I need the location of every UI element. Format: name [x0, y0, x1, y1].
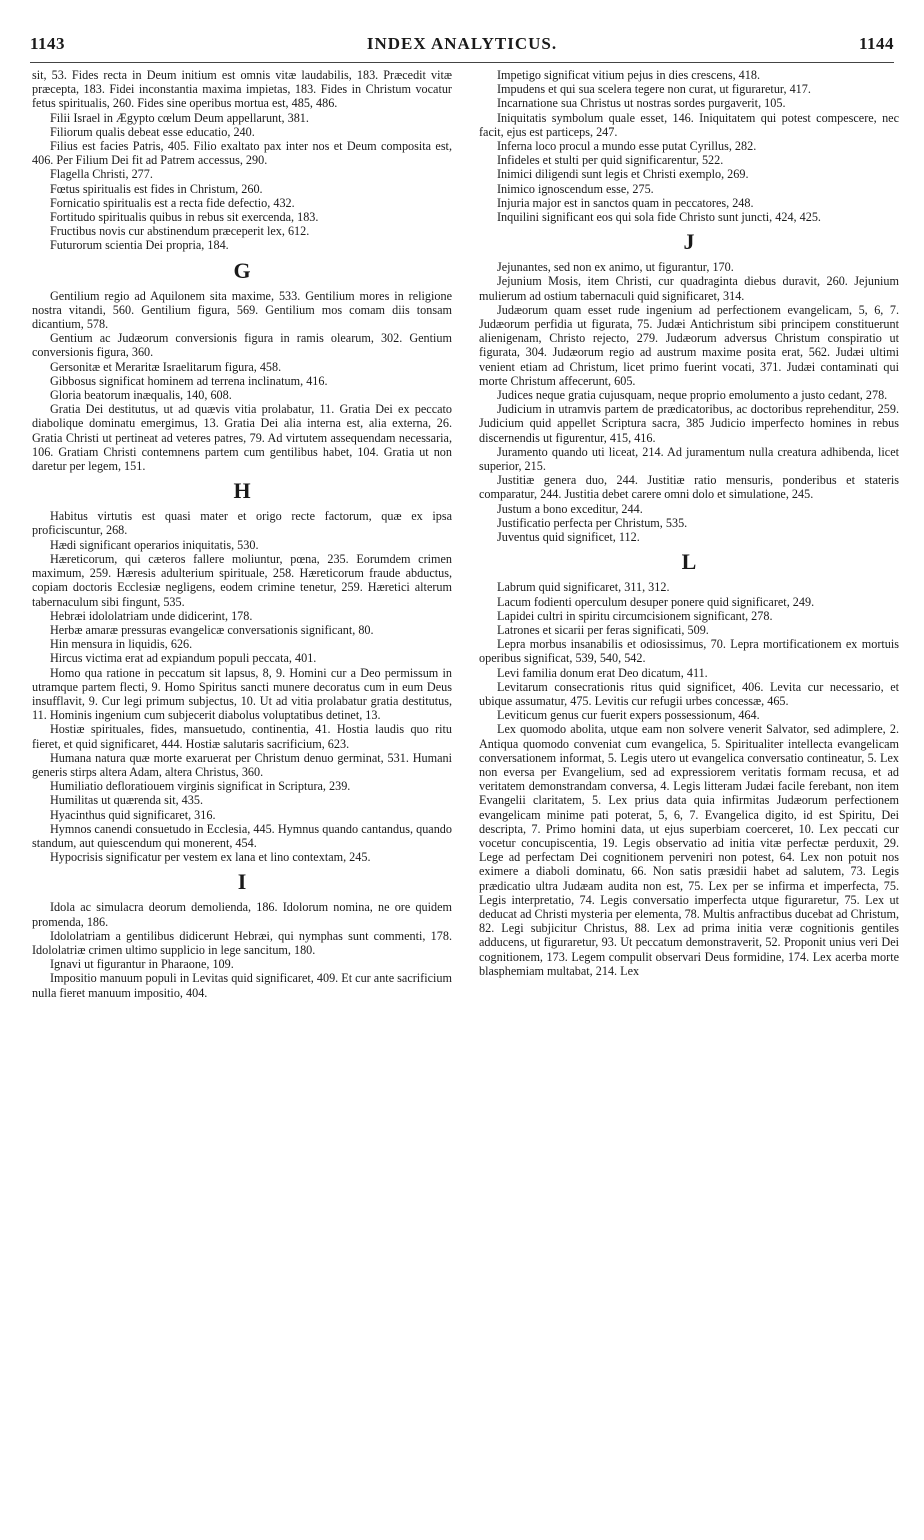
index-entry: Gloria beatorum inæqualis, 140, 608. [50, 388, 232, 403]
index-entry: Gentium ac Judæorum conversionis figura in ramis olearum, 302. Gentium conversionis figura, 360. [32, 331, 452, 360]
index-entry: Hebræi idololatriam unde didicerint, 178. [50, 608, 253, 623]
index-entry: Incarnatione sua Christus ut nostras sordes purgaverit, 105. [497, 96, 786, 111]
right-page-number: 1144 [858, 34, 894, 53]
index-entry: Gersonitæ et Meraritæ Israelitarum figura, 458. [50, 359, 282, 374]
section-letter-g: G [233, 257, 251, 283]
section-letter-l: L [681, 549, 697, 575]
right-column [479, 68, 899, 1420]
index-entry: Gratia Dei destitutus, ut ad quævis vitia prolabatur, 11. Gratia Dei ex peccato diabolique dominatu emergimus, 13. Gratia Dei alia interna est, alia externa, 26. Gratia Christi ut pertineat ad veteres patres, 79. Ad virtutem assequendam necessaria, 106. Gratiam Christi contemnens partem cum gentilibus habet, 104. Gratia ut non daretur per legem, 151. [32, 402, 452, 474]
index-entry: Juventus quid significet, 112. [497, 530, 640, 545]
entry-group-j [479, 260, 899, 544]
index-entry: Inferna loco procul a mundo esse putat Cyrillus, 282. [497, 139, 757, 154]
index-entry: Judæorum quam esset rude ingenium ad perfectionem evangelicam, 5, 6, 7. Judæorum perfidia ut figurata, 75. Judæi Antichristum sibi principem constituerunt alienigenam, Christo rejecto, 279. Judæorum adversus Christum conspiratio ut figurata, 304. Judæorum regio ad austrum maxime posita erat, 562. Judæi ultimi venient etiam ad Christum, licet primo fuerint vocati, 371. Judæi contaminati qui morte Christum affecerunt, 605. [479, 302, 899, 388]
index-entry: Fortitudo spiritualis quibus in rebus sit exercenda, 183. [50, 210, 319, 225]
page-header [30, 34, 894, 58]
index-entry: Lacum fodienti operculum desuper ponere quid significaret, 249. [497, 594, 815, 609]
index-entry: Filiorum qualis debeat esse educatio, 240. [50, 124, 255, 139]
entry-group-i-cont [479, 68, 899, 224]
index-entry: Justitiæ genera duo, 244. Justitiæ ratio mensuris, ponderibus et stateris comparatur, 244. Justitia debet carere omni dolo et simulatione, 245. [479, 473, 899, 502]
index-entry: Justum a bono exceditur, 244. [497, 501, 643, 516]
left-column [32, 68, 452, 1420]
index-entry: Idola ac simulacra deorum demolienda, 186. Idolorum nomina, ne ore quidem promenda, 186. [32, 900, 452, 929]
index-entry: Justificatio perfecta per Christum, 535. [497, 515, 688, 530]
index-entry: Impetigo significat vitium pejus in dies crescens, 418. [497, 68, 760, 82]
section-letter-j: J [683, 229, 695, 255]
index-entry: Hircus victima erat ad expiandum populi peccata, 401. [50, 651, 317, 666]
index-entry: Homo qua ratione in peccatum sit lapsus, 8, 9. Homini cur a Deo permissum in utramque partem flecti, 9. Homo Spiritus sancti munere decoratus cum in eum Deus insufflavit, 9. Cur legi primum subjectus, 10. Ut ad vitia prolabatur gratia destitutus, 11. Hominis ingenium cum subjecerit diabolus voluptatibus detinet, 13. [32, 665, 452, 723]
index-entry: Humilitas ut quærenda sit, 435. [50, 793, 204, 808]
entry-group-i [32, 900, 452, 999]
index-entry: Filius est facies Patris, 405. Filio exaltato pax inter nos et Deum composita est, 406. Per Filium Dei fit ad Patrem accessus, 290. [32, 139, 452, 168]
index-entry: Gentilium regio ad Aquilonem sita maxime, 533. Gentilium mores in religione nostra vitandi, 560. Gentilium figura, 569. Gentilium mos comam diis tonsam dicantium, 578. [32, 288, 452, 332]
index-entry: Fœtus spiritualis est fides in Christum, 260. [50, 181, 263, 196]
entry-group-f [32, 68, 452, 253]
index-entry: Idololatriam a gentilibus didicerunt Hebræi, qui nymphas sunt commenti, 178. Idololatriæ crimen ultimo supplicio in lege sancitum, 180. [32, 928, 452, 957]
index-entry: Fructibus novis cur abstinendum præceperit lex, 612. [50, 224, 310, 239]
index-entry: sit, 53. Fides recta in Deum initium est omnis vitæ laudabilis, 183. Præcedit vitæ præcepta, 183. Fidei inconstantia maxima impietas, 183. Fides in Christum vocatur fetus spiritualis, 260. Fides sine operibus mortua est, 485, 486. [32, 68, 452, 111]
index-entry: Inimico ignoscendum esse, 275. [497, 181, 654, 196]
index-entry: Impudens et qui sua scelera tegere non curat, ut figuraretur, 417. [497, 82, 811, 97]
index-entry: Hædi significant operarios iniquitatis, 530. [50, 537, 259, 552]
index-entry: Judicium in utramvis partem de prædicatoribus, ac doctoribus reprehenditur, 259. Judicium quid appellet Scriptura sacra, 385 Judicio imperfecto homines in rebus discernendis ut figurentur, 415, 416. [479, 402, 899, 445]
index-entry: Injuria major est in sanctos quam in peccatores, 248. [497, 195, 754, 210]
index-entry: Leviticum genus cur fuerit expers possessionum, 464. [497, 708, 760, 723]
header-rule [30, 62, 894, 63]
index-entry: Hyacinthus quid significaret, 316. [50, 807, 216, 822]
index-entry: Filii Israel in Ægypto cœlum Deum appellarunt, 381. [50, 110, 309, 125]
index-entry: Inimici diligendi sunt legis et Christi exemplo, 269. [497, 167, 749, 182]
index-entry: Ignavi ut figurantur in Pharaone, 109. [50, 957, 234, 972]
index-entry: Inquilini significant eos qui sola fide Christo sunt juncti, 424, 425. [497, 210, 821, 225]
index-entry: Impositio manuum populi in Levitas quid significaret, 409. Et cur ante sacrificium nulla fieret manuum impositio, 404. [32, 971, 452, 1000]
index-entry: Flagella Christi, 277. [50, 167, 153, 182]
index-entry: Jejunantes, sed non ex animo, ut figurantur, 170. [497, 260, 734, 275]
index-entry: Levitarum consecrationis ritus quid significet, 406. Levita cur necessario, et ubique assumatur, 475. Levitis cur refugii urbes concessæ, 465. [479, 679, 899, 708]
index-entry: Judices neque gratia cujusquam, neque proprio emolumento a justo cedant, 278. [497, 388, 888, 403]
index-entry: Lapidei cultri in spiritu circumcisionem significant, 278. [497, 608, 773, 623]
index-entry: Humiliatio defloratiouem virginis significat in Scriptura, 239. [50, 779, 351, 794]
section-letter-i: I [237, 869, 247, 895]
index-entry: Hostiæ spirituales, fides, mansuetudo, continentia, 41. Hostia laudis quo ritu fieret, et quid significaret, 444. Hostiæ salutaris sacrificium, 623. [32, 722, 452, 751]
index-entry: Labrum quid significaret, 311, 312. [497, 580, 670, 595]
index-entry: Hin mensura in liquidis, 626. [50, 637, 193, 652]
index-entry: Lex quomodo abolita, utque eam non solvere venerit Salvator, sed adimplere, 2. Antiqua quomodo conveniat cum evangelica, 5. Spiritualiter intellecta evangelicam conversationem informat, 5. Legis utero ut evangelica conversatio contineatur, 5. Lex non eversa per Evangelium, sed ad expressiorem veritatis formam recusa, et ad veritatem demonstrandam conversa, 4. Legis litteram Judæi facile ferebant, non item Evangelii claritatem, 5. Lex prius data quia infirmitas Judæorum perfectionem evangelicam minime pati poterat, 5, 6, 7. Evangelica digito, id est Spiritu, Dei descripta, 7. Primo homini data, ut ejus superbiam coerceret, 10. Lex peccati cur vocetur concupiscentia, 19. Legis observatio ad initia vitæ perfectæ perduxit, 29. Lege ad perfectam Dei cognitionem perveniri non potest, 64. Lex non potuit nos eximere a diaboli dominatu, 66. Non satis præsidii habet ad salutem, 73. Legis prædicatio ultra Judæam audita non est, 75. Lex per se infirma et imperfecta, 75. Legis interpretatio, 74. Legis conversatio imperfecta utque figuraretur, 75. Lex ut deducat ad Christi mysteria per elementa, 78. Multis anfractibus ducebat ad Christum, 82. Legi subjicitur Christus, 88. Lex ad prima initia veræ cognitionis gentiles adducens, ut figuraretur, 93. Ut peccatum demonstraverit, 52. Proponit unius veri Dei cognitionem, 173. Legem compulit observari Deus formidine, 174. Lex acerba morte blasphemiam multabat, 214. Lex [479, 722, 899, 978]
entry-group-g [32, 289, 452, 474]
index-entry: Lepra morbus insanabilis et odiosissimus, 70. Lepra mortificationem ex mortuis operibus significat, 539, 540, 542. [479, 637, 899, 666]
index-entry: Infideles et stulti per quid significarentur, 522. [497, 153, 724, 168]
index-entry: Fornicatio spiritualis est a recta fide defectio, 432. [50, 195, 295, 210]
index-entry: Herbæ amaræ pressuras evangelicæ conversationis significant, 80. [50, 622, 374, 637]
index-entry: Levi familia donum erat Deo dicatum, 411. [497, 665, 708, 680]
index-entry: Humana natura quæ morte exaruerat per Christum denuo germinat, 531. Humani generis stirps altera Adam, altera Christus, 360. [32, 750, 452, 779]
index-entry: Juramento quando uti liceat, 214. Ad juramentum nulla creatura adhibenda, licet superior, 215. [479, 444, 899, 474]
running-title: INDEX ANALYTICUS. [366, 34, 558, 53]
index-entry: Hæreticorum, qui cæteros fallere moliuntur, pœna, 235. Eorumdem crimen maximum, 259. Hæresis adulterium spirituale, 258. Hæreticorum fraude abductus, copiam doctoris Ecclesiæ negligens, eodem crimine tenetur, 259. Hæretici alterum tabernaculum sibi fingunt, 535. [32, 551, 452, 609]
index-entry: Jejunium Mosis, item Christi, cur quadraginta diebus duravit, 260. Jejunium mulierum ad ostium tabernaculi quid significaret, 314. [479, 274, 899, 303]
entry-group-l [479, 580, 899, 978]
entry-group-h [32, 509, 452, 864]
index-entry: Hypocrisis significatur per vestem ex lana et lino contextam, 245. [50, 850, 371, 865]
index-entry: Iniquitatis symbolum quale esset, 146. Iniquitatem qui potest compescere, nec facit, ejus est particeps, 247. [479, 110, 899, 139]
index-entry: Habitus virtutis est quasi mater et origo recte factorum, quæ ex ipsa proficiscuntur, 268. [32, 509, 452, 538]
index-entry: Latrones et sicarii per feras significati, 509. [497, 622, 709, 637]
index-entry: Futurorum scientia Dei propria, 184. [50, 238, 229, 253]
index-entry: Hymnos canendi consuetudo in Ecclesia, 445. Hymnus quando cantandus, quando standum, aut quiescendum qui monerent, 454. [32, 821, 452, 850]
index-entry: Gibbosus significat hominem ad terrena inclinatum, 416. [50, 373, 328, 388]
section-letter-h: H [233, 478, 251, 504]
left-page-number: 1143 [30, 34, 66, 53]
